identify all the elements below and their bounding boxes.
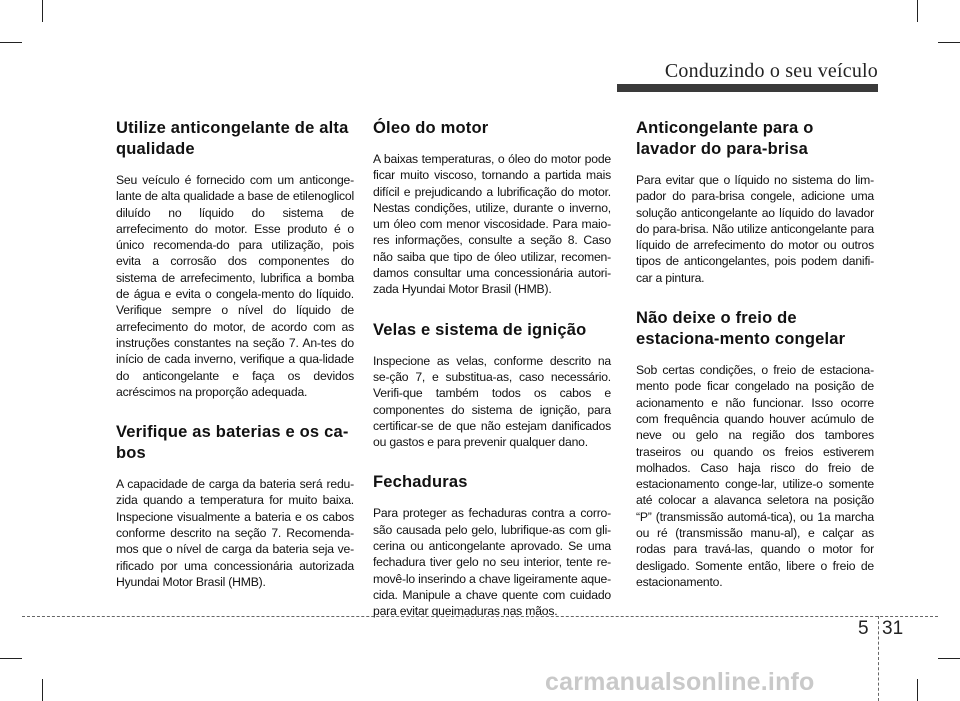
footer-dashed-guide: [878, 616, 879, 701]
heading-door-locks: Fechaduras: [373, 473, 468, 492]
section-header-title: Conduzindo o seu veículo: [664, 60, 878, 82]
heading-parking-brake: Não deixe o freio de estaciona-mento congelar: [636, 309, 846, 349]
header-bar: [617, 84, 878, 92]
column-2: [373, 118, 611, 642]
heading-washer-antifreeze: Anticongelante para o lavador do para-brisa: [636, 119, 814, 158]
paragraph-engine-oil: A baixas temperaturas, o óleo do motor pode ficar muito viscoso, tornando a partida mais difícil e prejudicando a lubrificação do motor. Nestas condições, utilize, durante o inverno, um óleo com menor viscosidade. Para maio-res informações, consulte a seção 8. Caso não saiba que tipo de óleo utilizar, recomen-damos consultar uma concessionária autori-zada Hyundai Motor Brasil (HMB).: [373, 152, 611, 297]
crop-mark-bottom-left-h: [0, 658, 22, 659]
crop-mark-top-right-v: [917, 0, 918, 22]
paragraph-spark-plugs-ignition: Inspecione as velas, conforme descrito na se-ção 7, e substitua-as, caso necessário. Verifi-que também todos os cabos e componentes do sistema de ignição, para certificar-se de que não estejam danificados ou gastos e para prevenir qualquer dano.: [373, 353, 611, 450]
crop-mark-top-left-v: [42, 0, 43, 22]
paragraph-door-locks: Para proteger as fechaduras contra a corro-são causada pelo gelo, lubrifique-as com gli-cerina ou anticongelante aprovado. Se uma fechadura tiver gelo no seu interior, tente re-movê-lo inserindo a chave ligeiramente aque-cida. Manipule a chave quente com cuidado para evitar queimaduras nas mãos.: [373, 506, 611, 619]
paragraph-antifreeze-quality: Seu veículo é fornecido com um anticonge-lante de alta qualidade a base de etilenoglicol diluído no líquido do sistema de arrefecimento do motor. Esse produto é o único recomenda-do para utilização, pois evita a corrosão dos componentes do sistema de arrefecimento, lubrifica a bomba de água e evita o congela-mento do líquido. Verifique sempre o nível do líquido de arrefecimento do motor, de acordo com as instruções constantes na seção 7. An-tes do início de cada inverno, verifique a qua-lidade do anticongelante e faça os devidos acréscimos na proporção adequada.: [116, 173, 354, 399]
footer-dashed-rule: [22, 616, 938, 617]
heading-batteries-cables: Verifique as baterias e os ca-bos: [116, 423, 349, 463]
column-1: [116, 118, 354, 612]
crop-mark-top-left-h: [0, 42, 22, 43]
page-number: 31: [882, 618, 904, 639]
crop-mark-bottom-left-v: [42, 679, 43, 701]
heading-spark-plugs-ignition: Velas e sistema de ignição: [373, 320, 587, 339]
column-3: [636, 118, 874, 612]
paragraph-batteries-cables: A capacidade de carga da bateria será redu-zida quando a temperatura for muito baixa. Inspecione visualmente a bateria e os cabos conforme descrito na seção 7. Recomenda-mos que o nível de carga da bateria seja ve-rificado por uma concessionária autorizada Hyundai Motor Brasil (HMB).: [116, 477, 354, 589]
paragraph-washer-antifreeze: Para evitar que o líquido no sistema do lim-pador do para-brisa congele, adicione uma solução anticongelante ao líquido do lavador do para-brisa. Não utilize anticongelante para líquido de arrefecimento do motor ou outros tipos de anticongelantes, pois podem danifi-car a pintura.: [636, 173, 874, 285]
crop-mark-bottom-right-h: [938, 658, 960, 659]
heading-engine-oil: Óleo do motor: [373, 119, 489, 137]
chapter-number: 5: [858, 618, 869, 639]
heading-antifreeze-quality: Utilize anticongelante de alta qualidade: [116, 119, 349, 158]
crop-mark-bottom-right-v: [917, 679, 918, 701]
watermark-text: carmanualsonline.info: [545, 668, 815, 696]
paragraph-parking-brake: Sob certas condições, o freio de estaciona-mento pode ficar congelado na posição de acionamento e não funcionar. Isso ocorre com frequência quando houver acúmulo de neve ou gelo na região dos tambores traseiros ou quando os freios estiverem molhados. Caso haja risco do freio de estacionamento conge-lar, utilize-o somente até colocar a alavanca seletora na posição “P” (transmissão automá-tica), ou 1a marcha ou ré (transmissão manu-al), e calçar as rodas para travá-las, quando o motor for desligado. Somente então, libere o freio de estacionamento.: [636, 363, 874, 589]
crop-mark-top-right-h: [938, 42, 960, 43]
